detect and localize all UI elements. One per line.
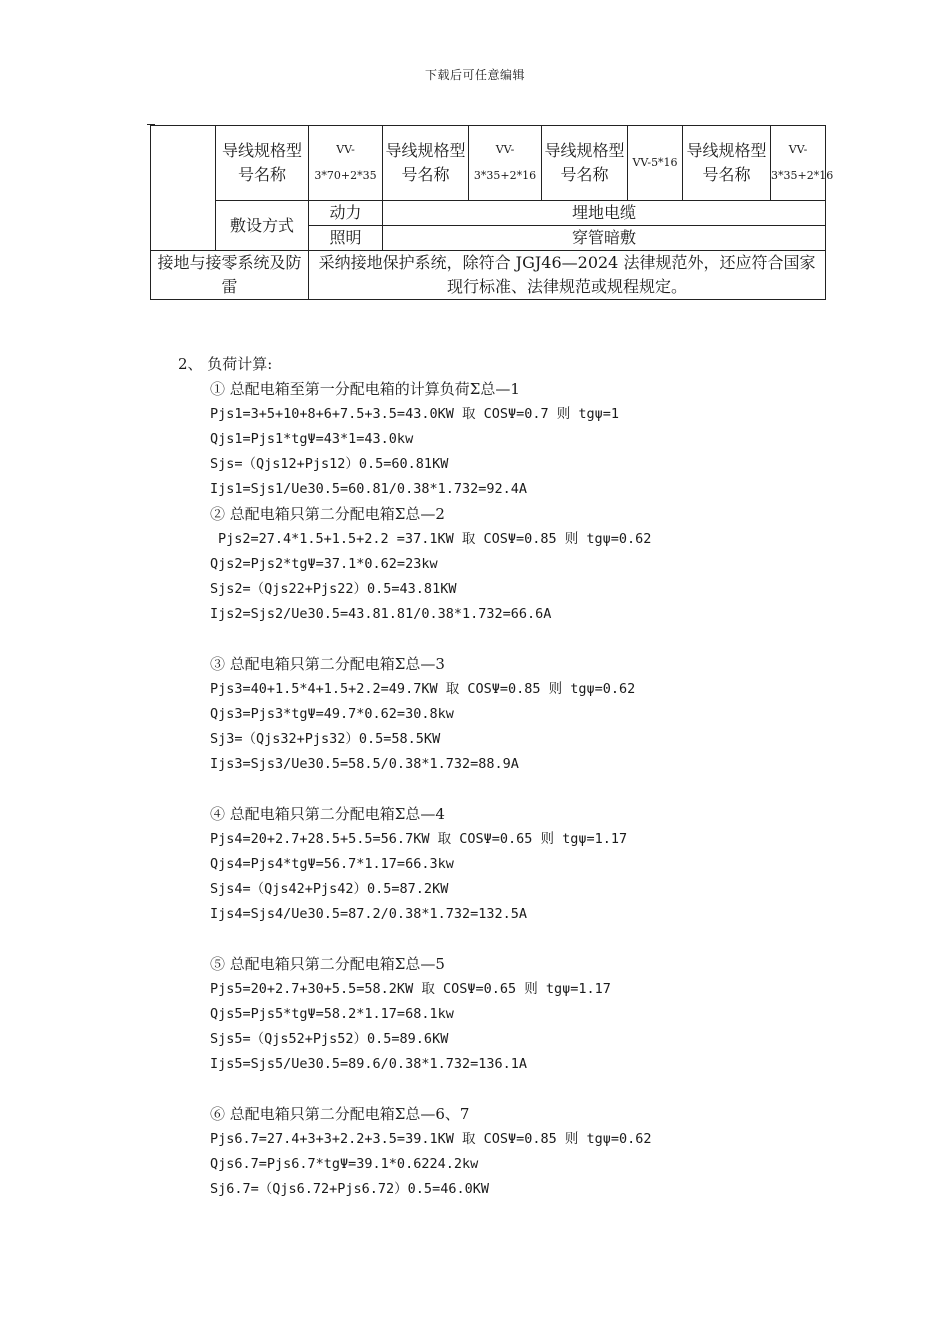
formula-line: Pjs1=3+5+10+8+6+7.5+3.5=43.0KW 取 COSΨ=0.7 则 tgψ=1: [210, 406, 620, 422]
formula-line: Qjs3=Pjs3*tgΨ=49.7*0.62=30.8kw: [210, 706, 454, 722]
subsection-heading: ⑤ 总配电箱只第二分配电箱Σ总—5: [210, 955, 445, 973]
grounding-label: 接地与接零系统及防雷: [151, 251, 309, 300]
cable-spec-label: 导线规格型号名称: [383, 126, 469, 201]
table-row: [151, 251, 826, 300]
formula-line: Pjs3=40+1.5*4+1.5+2.2=49.7KW 取 COSΨ=0.85 则 tgψ=0.62: [210, 681, 636, 697]
formula-line: Sjs=（Qjs12+Pjs12）0.5=60.81KW: [210, 456, 449, 472]
lighting-label: 照明: [309, 226, 383, 251]
section-title: 2、 负荷计算:: [178, 355, 273, 373]
subsection-heading: ④ 总配电箱只第二分配电箱Σ总—4: [210, 805, 445, 823]
cable-spec-value: VV-3*70+2*35: [309, 126, 383, 201]
formula-line: Qjs4=Pjs4*tgΨ=56.7*1.17=66.3kw: [210, 856, 454, 872]
power-label: 动力: [309, 201, 383, 226]
formula-line: Ijs1=Sjs1/Ue30.5=60.81/0.38*1.732=92.4A: [210, 481, 527, 497]
lighting-value: 穿管暗敷: [383, 226, 826, 251]
formula-line: Ijs2=Sjs2/Ue30.5=43.81.81/0.38*1.732=66.6A: [210, 606, 552, 622]
subsection-heading: ③ 总配电箱只第二分配电箱Σ总—3: [210, 655, 445, 673]
table-row: [151, 201, 826, 226]
formula-line: Pjs5=20+2.7+30+5.5=58.2KW 取 COSΨ=0.65 则 tgψ=1.17: [210, 981, 611, 997]
subsection-heading: ⑥ 总配电箱只第二分配电箱Σ总—6、7: [210, 1105, 470, 1123]
formula-line: Sj6.7=（Qjs6.72+Pjs6.72）0.5=46.0KW: [210, 1181, 489, 1197]
page-header: 下载后可任意编辑: [424, 68, 525, 82]
cable-spec-value: VV-5*16: [628, 126, 683, 201]
cable-spec-label: 导线规格型号名称: [683, 126, 771, 201]
formula-line: Qjs5=Pjs5*tgΨ=58.2*1.17=68.1kw: [210, 1006, 454, 1022]
formula-line: Qjs1=Pjs1*tgΨ=43*1=43.0kw: [210, 431, 414, 447]
formula-line: Pjs6.7=27.4+3+3+2.2+3.5=39.1KW 取 COSΨ=0.85 则 tgψ=0.62: [210, 1131, 652, 1147]
cable-spec-value: VV-3*35+2*16: [771, 126, 826, 201]
formula-line: Ijs3=Sjs3/Ue30.5=58.5/0.38*1.732=88.9A: [210, 756, 519, 772]
blank-cell: [151, 201, 216, 251]
grounding-value: 采纳接地保护系统，除符合 JGJ46—2024 法律规范外，还应符合国家现行标准、法律规范或规程规定。: [309, 251, 826, 300]
subsection-heading: ① 总配电箱至第一分配电箱的计算负荷Σ总—1: [210, 380, 520, 398]
formula-line: Pjs2=27.4*1.5+1.5+2.2 =37.1KW 取 COSΨ=0.85 则 tgψ=0.62: [218, 531, 652, 547]
formula-line: Ijs4=Sjs4/Ue30.5=87.2/0.38*1.732=132.5A: [210, 906, 527, 922]
formula-line: Sjs5=（Qjs52+Pjs52）0.5=89.6KW: [210, 1031, 449, 1047]
formula-line: Pjs4=20+2.7+28.5+5.5=56.7KW 取 COSΨ=0.65 则 tgψ=1.17: [210, 831, 628, 847]
blank-cell: [151, 126, 216, 201]
cable-spec-label: 导线规格型号名称: [542, 126, 628, 201]
subsection-heading: ② 总配电箱只第二分配电箱Σ总—2: [210, 505, 445, 523]
formula-line: Sjs4=（Qjs42+Pjs42）0.5=87.2KW: [210, 881, 449, 897]
formula-line: Sjs2=（Qjs22+Pjs22）0.5=43.81KW: [210, 581, 457, 597]
power-value: 埋地电缆: [383, 201, 826, 226]
cable-spec-label: 导线规格型号名称: [216, 126, 309, 201]
formula-line: Qjs6.7=Pjs6.7*tgΨ=39.1*0.6224.2kw: [210, 1156, 479, 1172]
laying-method-label: 敷设方式: [216, 201, 309, 251]
table-row: [151, 126, 826, 201]
formula-line: Sj3=（Qjs32+Pjs32）0.5=58.5KW: [210, 731, 441, 747]
formula-line: Ijs5=Sjs5/Ue30.5=89.6/0.38*1.732=136.1A: [210, 1056, 527, 1072]
cable-spec-value: VV-3*35+2*16: [469, 126, 542, 201]
wiring-table: [150, 125, 834, 300]
load-calculation: [178, 352, 652, 1202]
formula-line: Qjs2=Pjs2*tgΨ=37.1*0.62=23kw: [210, 556, 438, 572]
